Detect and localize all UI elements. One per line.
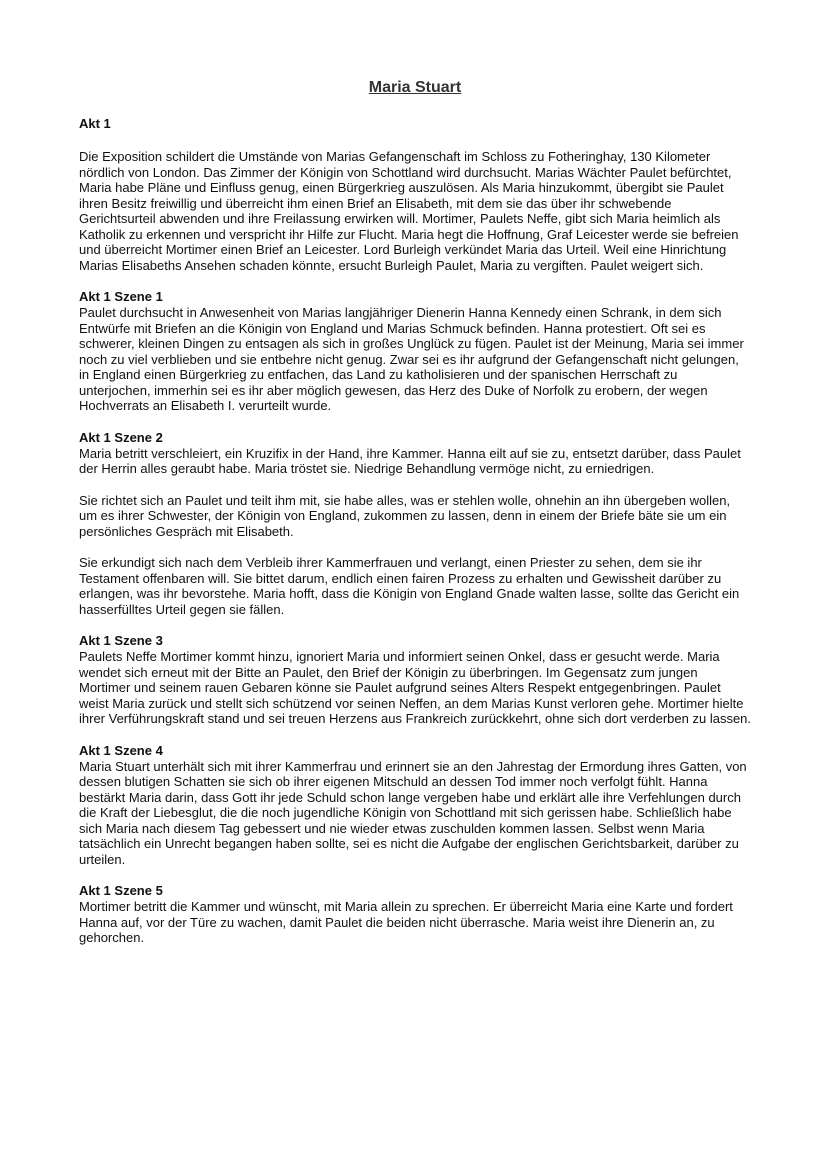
section-akt-1-szene-1 bbox=[79, 289, 751, 414]
section-paragraph: Mortimer betritt die Kammer und wünscht, mit Maria allein zu sprechen. Er überreicht Maria eine Karte und fordert Hanna auf, vor der Türe zu wachen, damit Paulet die beiden nicht überrasche. Maria weist ihre Dienerin an, zu gehorchen. bbox=[79, 899, 733, 945]
section-heading: Akt 1 Szene 1 bbox=[79, 289, 163, 304]
section-akt-1-szene-2 bbox=[79, 430, 751, 618]
section-akt-1 bbox=[79, 116, 751, 273]
section-heading: Akt 1 bbox=[79, 116, 111, 131]
section-paragraph: Maria betritt verschleiert, ein Kruzifix in der Hand, ihre Kammer. Hanna eilt auf sie zu, entsetzt darüber, dass Paulet der Herrin alles geraubt habe. Maria tröstet sie. Niedrige Behandlung vermöge nicht, zu erniedrigen. bbox=[79, 445, 741, 476]
section-akt-1-szene-5 bbox=[79, 883, 751, 946]
section-heading: Akt 1 Szene 5 bbox=[79, 883, 163, 898]
section-heading: Akt 1 Szene 3 bbox=[79, 633, 163, 648]
section-paragraph: Maria Stuart unterhält sich mit ihrer Kammerfrau und erinnert sie an den Jahrestag der Ermordung ihres Gatten, von dessen blutigen Schatten sie sich ob ihrer eigenen Mitschuld an dessen Tod immer noch verfolgt fühlt. Hanna bestärkt Maria darin, dass Gott ihr jede Schuld schon lange vergeben habe und erklärt alle ihre Verfehlungen durch die Kraft der Liebesglut, die die noch jugendliche Königin von Schottland mit sich gerissen habe. Schließlich habe sich Maria nach diesem Tag gebessert und nie wieder etwas zuschulden kommen lassen. Selbst wenn Maria tatsächlich ein Unrecht begangen haben sollte, sei es nicht die Aufgabe der englischen Gerichtsbarkeit, darüber zu urteilen. bbox=[79, 758, 747, 867]
section-heading: Akt 1 Szene 4 bbox=[79, 742, 163, 758]
document-page bbox=[79, 78, 751, 946]
section-paragraph: Paulet durchsucht in Anwesenheit von Marias langjähriger Dienerin Hanna Kennedy einen Schrank, in dem sich Entwürfe mit Briefen an die Königin von England und Marias Schmuck befinden. Hanna protestiert. Oft sei es schwerer, kleinen Dingen zu entsagen als sich in großes Unglück zu fügen. Paulet ist der Meinung, Maria sei immer noch zu viel verblieben und sie entbehre nicht genug. Zwar sei es ihr aufgrund der Gefangenschaft nicht gelungen, in England einen Bürgerkrieg zu entfachen, das Land zu katholisieren und der spanischen Herrschaft zu unterjochen, immerhin sei es ihr aber möglich gewesen, das Herz des Duke of Norfolk zu erobern, der wegen Hochverrats an Elisabeth I. verurteilt wurde. bbox=[79, 305, 744, 413]
section-akt-1-szene-4 bbox=[79, 743, 751, 868]
section-paragraph: Sie erkundigt sich nach dem Verbleib ihrer Kammerfrauen und verlangt, einen Priester zu sehen, dem sie ihr Testament offenbaren will. Sie bittet darum, endlich einen fairen Prozess zu erhalten und Gewissheit darüber zu erlangen, was ihr bevorstehe. Maria hofft, dass die Königin von England Gnade walten lasse, sollte das Gericht ein hasserfülltes Urteil gegen sie fällen. bbox=[79, 555, 740, 617]
section-akt-1-szene-3 bbox=[79, 633, 751, 727]
section-paragraph: Die Exposition schildert die Umstände von Marias Gefangenschaft im Schloss zu Fotheringhay, 130 Kilometer nördlich von London. Das Zimmer der Königin von Schottland wird durchsucht. Marias Wächter Paulet befürchtet, Maria habe Pläne und Einfluss genug, einen Bürgerkrieg auszulösen. Als Maria hinzukommt, übergibt sie Paulet ihren Besitz freiwillig und überreicht ihm einen Brief an Elisabeth, mit dem sie das über ihr schwebende Gerichtsurteil abwenden und ihre Freilassung erwirken will. Mortimer, Paulets Neffe, gibt sich Maria heimlich als Katholik zu erkennen und verspricht ihr Hilfe zur Flucht. Maria hegt die Hoffnung, Graf Leicester werde sie befreien und überreicht Mortimer einen Brief an Leicester. Lord Burleigh verkündet Maria das Urteil. Weil eine Hinrichtung Marias Elisabeths Ansehen schaden könnte, ersucht Burleigh Paulet, Maria zu vergiften. Paulet weigert sich. bbox=[79, 149, 739, 273]
section-heading: Akt 1 Szene 2 bbox=[79, 429, 163, 445]
document-title: Maria Stuart bbox=[368, 79, 462, 96]
section-paragraph: Paulets Neffe Mortimer kommt hinzu, ignoriert Maria und informiert seinen Onkel, dass er gesucht werde. Maria wendet sich erneut mit der Bitte an Paulet, den Brief der Königin zu überbringen. Im Gegensatz zum jungen Mortimer und seinem rauen Gebaren könne sie Paulet aufgrund seines Alters Respekt entgegenbringen. Paulet weist Maria zurück und stellt sich schützend vor seinen Neffen, an dem Marias Kunst verloren gehe. Mortimer hielte ihrer Verführungskraft stand und sei treuen Herzens aus Frankreich zurückkehrt, ohne sich dort verderben zu lassen. bbox=[79, 649, 752, 726]
section-paragraph: Sie richtet sich an Paulet und teilt ihm mit, sie habe alles, was er stehlen wolle, ohnehin an ihn übergeben wollen, um es ihrer Schwester, der Königin von England, zukommen zu lassen, denn in einem der Briefe bäte sie um ein persönliches Gespräch mit Elisabeth. bbox=[79, 492, 731, 539]
